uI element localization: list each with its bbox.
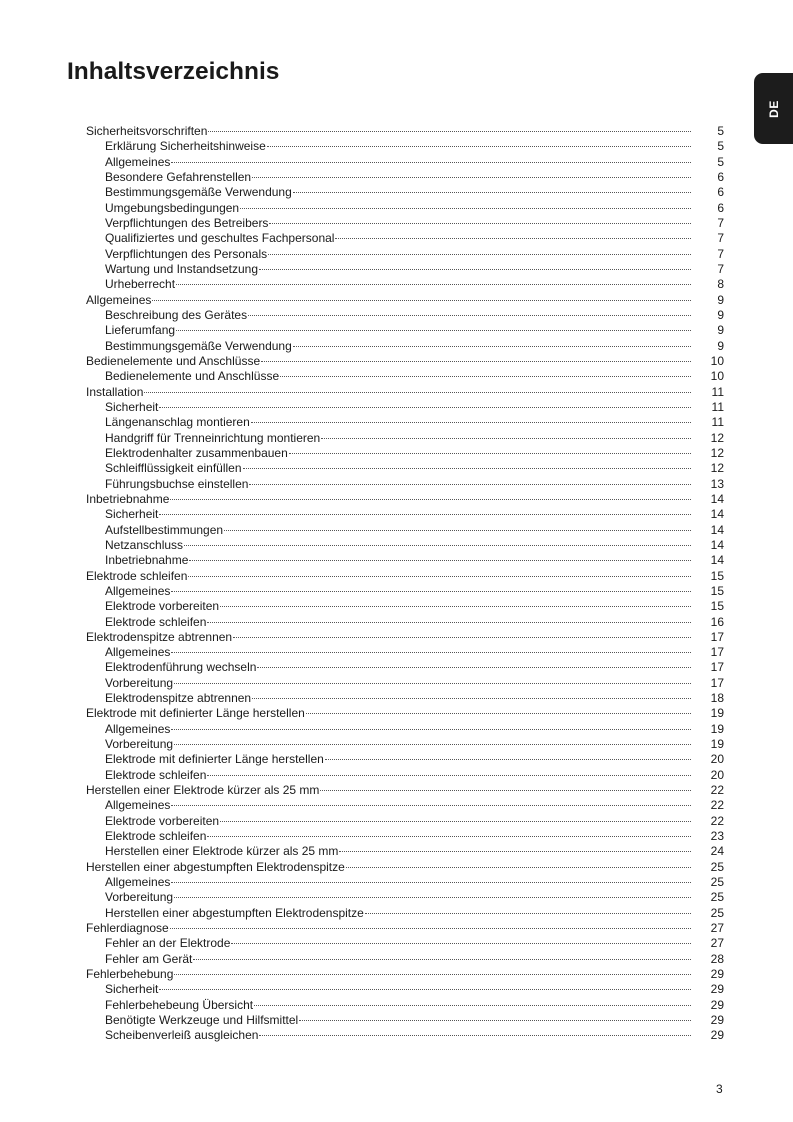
toc-entry-label: Fehler an der Elektrode [105, 936, 231, 951]
toc-leader-dots [224, 530, 691, 531]
toc-entry-page: 9 [717, 307, 724, 322]
toc-entry-page: 7 [717, 231, 724, 246]
toc-entry-label: Bedienelemente und Anschlüsse [86, 353, 261, 368]
toc-entry-page: 6 [717, 185, 724, 200]
toc-section-entry[interactable] [86, 936, 724, 951]
toc-entry-page: 7 [717, 246, 724, 261]
toc-entry-label: Elektrode schleifen [86, 568, 188, 583]
toc-entry-label: Elektrodenführung wechseln [105, 660, 257, 675]
toc-entry-page: 28 [710, 951, 724, 966]
toc-entry-page: 19 [710, 706, 724, 721]
toc-entry-page: 23 [710, 829, 724, 844]
toc-entry-label: Führungsbuchse einstellen [105, 476, 249, 491]
toc-section-entry[interactable] [86, 722, 724, 737]
toc-section-entry[interactable] [86, 231, 724, 246]
toc-chapter-entry[interactable] [86, 706, 724, 721]
toc-section-entry[interactable] [86, 998, 724, 1013]
toc-entry-page: 10 [710, 369, 724, 384]
toc-section-entry[interactable] [86, 201, 724, 216]
toc-leader-dots [171, 162, 691, 163]
toc-entry-page: 27 [710, 936, 724, 951]
toc-entry-page: 18 [710, 691, 724, 706]
toc-chapter-entry[interactable] [86, 783, 724, 798]
toc-entry-page: 14 [710, 537, 724, 552]
toc-leader-dots [335, 238, 691, 239]
toc-section-entry[interactable] [86, 538, 724, 553]
toc-leader-dots [248, 315, 691, 316]
toc-leader-dots [171, 652, 691, 653]
toc-entry-page: 5 [717, 124, 724, 138]
toc-section-entry[interactable] [86, 660, 724, 675]
toc-entry-label: Elektrode schleifen [105, 829, 207, 844]
toc-entry-label: Herstellen einer Elektrode kürzer als 25 mm [86, 783, 320, 798]
toc-entry-label: Herstellen einer abgestumpften Elektrodenspitze [105, 905, 364, 920]
toc-section-entry[interactable] [86, 170, 724, 185]
toc-entry-page: 5 [717, 154, 724, 169]
toc-section-entry[interactable] [86, 553, 724, 568]
toc-entry-page: 22 [710, 783, 724, 798]
toc-section-entry[interactable] [86, 952, 724, 967]
toc-section-entry[interactable] [86, 155, 724, 170]
toc-entry-label: Fehler am Gerät [105, 951, 193, 966]
toc-entry-page: 20 [710, 752, 724, 767]
toc-entry-label: Qualifiziertes und geschultes Fachpersonal [105, 231, 335, 246]
toc-leader-dots [171, 729, 691, 730]
toc-section-entry[interactable] [86, 277, 724, 292]
toc-leader-dots [293, 346, 691, 347]
toc-leader-dots [174, 744, 691, 745]
toc-leader-dots [268, 254, 691, 255]
toc-entry-page: 5 [717, 139, 724, 154]
toc-entry-page: 14 [710, 522, 724, 537]
toc-entry-label: Bestimmungsgemäße Verwendung [105, 338, 292, 353]
toc-entry-page: 19 [710, 737, 724, 752]
toc-entry-page: 25 [710, 905, 724, 920]
toc-leader-dots [325, 759, 691, 760]
toc-chapter-entry[interactable] [86, 385, 724, 400]
toc-entry-page: 29 [710, 967, 724, 982]
toc-entry-page: 29 [710, 1028, 724, 1043]
toc-leader-dots [267, 146, 691, 147]
toc-entry-page: 14 [710, 491, 724, 506]
toc-leader-dots [176, 330, 691, 331]
toc-section-entry[interactable] [86, 737, 724, 752]
toc-leader-dots [159, 514, 691, 515]
toc-chapter-entry[interactable] [86, 967, 724, 982]
toc-section-entry[interactable] [86, 752, 724, 767]
toc-leader-dots [207, 622, 691, 623]
toc-leader-dots [152, 300, 691, 301]
toc-section-entry[interactable] [86, 446, 724, 461]
toc-entry-page: 9 [717, 338, 724, 353]
toc-leader-dots [231, 943, 691, 944]
toc-section-entry[interactable] [86, 890, 724, 905]
toc-section-entry[interactable] [86, 615, 724, 630]
toc-section-entry[interactable] [86, 523, 724, 538]
toc-entry-label: Elektrode schleifen [105, 614, 207, 629]
toc-leader-dots [174, 974, 691, 975]
toc-entry-page: 6 [717, 200, 724, 215]
toc-section-entry[interactable] [86, 323, 724, 338]
toc-entry-label: Fehlerdiagnose [86, 921, 169, 936]
toc-entry-label: Besondere Gefahrenstellen [105, 169, 252, 184]
toc-section-entry[interactable] [86, 875, 724, 890]
toc-leader-dots [320, 790, 691, 791]
toc-entry-page: 22 [710, 798, 724, 813]
toc-entry-label: Elektrode vorbereiten [105, 813, 220, 828]
toc-leader-dots [306, 713, 691, 714]
toc-entry-page: 17 [710, 675, 724, 690]
toc-entry-label: Verpflichtungen des Betreibers [105, 215, 269, 230]
toc-leader-dots [193, 959, 691, 960]
toc-entry-page: 22 [710, 813, 724, 828]
toc-entry-page: 10 [710, 353, 724, 368]
toc-entry-page: 11 [711, 415, 724, 430]
toc-entry-page: 9 [717, 292, 724, 307]
toc-leader-dots [188, 576, 691, 577]
toc-section-entry[interactable] [86, 139, 724, 154]
toc-entry-page: 16 [710, 614, 724, 629]
toc-entry-label: Erklärung Sicherheitshinweise [105, 139, 266, 154]
toc-section-entry[interactable] [86, 906, 724, 921]
toc-entry-label: Fehlerbehebung [86, 967, 174, 982]
toc-section-entry[interactable] [86, 768, 724, 783]
toc-entry-page: 14 [710, 553, 724, 568]
toc-leader-dots [251, 422, 691, 423]
toc-section-entry[interactable] [86, 431, 724, 446]
toc-leader-dots [220, 821, 691, 822]
toc-leader-dots [339, 851, 691, 852]
toc-chapter-entry[interactable] [86, 630, 724, 645]
language-tab [754, 73, 793, 144]
toc-leader-dots [174, 897, 691, 898]
toc-entry-label: Elektrodenspitze abtrennen [86, 629, 233, 644]
toc-section-entry[interactable] [86, 798, 724, 813]
toc-section-entry[interactable] [86, 645, 724, 660]
toc-section-entry[interactable] [86, 308, 724, 323]
toc-section-entry[interactable] [86, 369, 724, 384]
toc-entry-page: 12 [710, 461, 724, 476]
toc-chapter-entry[interactable] [86, 492, 724, 507]
toc-leader-dots [207, 775, 691, 776]
toc-leader-dots [171, 591, 691, 592]
toc-entry-label: Allgemeines [105, 798, 171, 813]
toc-entry-label: Fehlerbehebeung Übersicht [105, 997, 254, 1012]
toc-entry-page: 25 [710, 890, 724, 905]
toc-leader-dots [170, 499, 691, 500]
toc-leader-dots [299, 1020, 691, 1021]
toc-entry-label: Elektrode mit definierter Länge herstellen [86, 706, 305, 721]
toc-entry-label: Wartung und Instandsetzung [105, 261, 258, 276]
toc-leader-dots [144, 392, 691, 393]
toc-section-entry[interactable] [86, 216, 724, 231]
toc-section-entry[interactable] [86, 599, 724, 614]
toc-leader-dots [321, 438, 691, 439]
toc-entry-label: Lieferumfang [105, 323, 176, 338]
toc-entry-label: Verpflichtungen des Personals [105, 246, 268, 261]
toc-leader-dots [259, 269, 691, 270]
toc-section-entry[interactable] [86, 477, 724, 492]
toc-entry-page: 15 [710, 568, 724, 583]
toc-section-entry[interactable] [86, 185, 724, 200]
toc-leader-dots [171, 805, 691, 806]
toc-entry-label: Allgemeines [105, 154, 171, 169]
toc-chapter-entry[interactable] [86, 921, 724, 936]
toc-entry-label: Allgemeines [105, 721, 171, 736]
toc-entry-page: 8 [717, 277, 724, 292]
toc-entry-page: 20 [710, 767, 724, 782]
toc-entry-page: 27 [710, 921, 724, 936]
toc-entry-label: Sicherheit [105, 982, 159, 997]
toc-entry-page: 11 [711, 399, 724, 414]
toc-entry-label: Allgemeines [105, 875, 171, 890]
toc-entry-page: 25 [710, 875, 724, 890]
page-title: Inhaltsverzeichnis [67, 58, 280, 85]
toc-leader-dots [159, 989, 691, 990]
toc-entry-label: Herstellen einer abgestumpften Elektrodenspitze [86, 859, 345, 874]
toc-section-entry[interactable] [86, 400, 724, 415]
toc-entry-label: Schleifflüssigkeit einfüllen [105, 461, 242, 476]
toc-leader-dots [346, 867, 691, 868]
toc-entry-page: 12 [710, 430, 724, 445]
toc-entry-page: 9 [717, 323, 724, 338]
toc-entry-label: Allgemeines [86, 292, 152, 307]
toc-section-entry[interactable] [86, 461, 724, 476]
toc-entry-label: Sicherheitsvorschriften [86, 124, 208, 138]
toc-entry-page: 13 [710, 476, 724, 491]
toc-entry-page: 29 [710, 1013, 724, 1028]
toc-leader-dots [365, 913, 691, 914]
toc-section-entry[interactable] [86, 691, 724, 706]
toc-entry-page: 25 [710, 859, 724, 874]
toc-entry-page: 15 [710, 583, 724, 598]
toc-leader-dots [252, 698, 691, 699]
toc-entry-page: 14 [710, 507, 724, 522]
toc-chapter-entry[interactable] [86, 293, 724, 308]
toc-entry-label: Benötigte Werkzeuge und Hilfsmittel [105, 1013, 299, 1028]
toc-leader-dots [240, 208, 691, 209]
toc-leader-dots [208, 131, 691, 132]
toc-entry-label: Vorbereitung [105, 737, 174, 752]
toc-leader-dots [249, 484, 691, 485]
toc-entry-page: 19 [710, 721, 724, 736]
toc-section-entry[interactable] [86, 676, 724, 691]
toc-entry-page: 15 [710, 599, 724, 614]
toc-section-entry[interactable] [86, 507, 724, 522]
toc-leader-dots [170, 928, 691, 929]
toc-entry-page: 24 [710, 844, 724, 859]
toc-entry-label: Handgriff für Trenneinrichtung montieren [105, 430, 321, 445]
toc-entry-label: Urheberrecht [105, 277, 176, 292]
toc-entry-label: Inbetriebnahme [105, 553, 189, 568]
toc-entry-label: Allgemeines [105, 583, 171, 598]
toc-leader-dots [220, 606, 691, 607]
toc-entry-label: Elektrode vorbereiten [105, 599, 220, 614]
toc-entry-label: Netzanschluss [105, 537, 184, 552]
toc-chapter-entry[interactable] [86, 354, 724, 369]
toc-leader-dots [280, 376, 691, 377]
toc-section-entry[interactable] [86, 1028, 724, 1043]
toc-entry-label: Elektrodenhalter zusammenbauen [105, 445, 288, 460]
toc-entry-label: Längenanschlag montieren [105, 415, 250, 430]
toc-entry-page: 11 [711, 384, 724, 399]
toc-leader-dots [261, 361, 691, 362]
toc-leader-dots [269, 223, 691, 224]
toc-leader-dots [171, 882, 691, 883]
toc-entry-label: Inbetriebnahme [86, 491, 170, 506]
toc-entry-page: 7 [717, 261, 724, 276]
toc-section-entry[interactable] [86, 814, 724, 829]
toc-leader-dots [189, 560, 691, 561]
toc-section-entry[interactable] [86, 262, 724, 277]
table-of-contents [86, 124, 724, 1044]
toc-section-entry[interactable] [86, 982, 724, 997]
toc-leader-dots [254, 1005, 691, 1006]
toc-section-entry[interactable] [86, 415, 724, 430]
toc-leader-dots [233, 637, 691, 638]
toc-entry-label: Umgebungsbedingungen [105, 200, 240, 215]
toc-leader-dots [252, 177, 691, 178]
toc-entry-label: Aufstellbestimmungen [105, 522, 224, 537]
toc-leader-dots [176, 284, 691, 285]
toc-entry-label: Herstellen einer Elektrode kürzer als 25 mm [105, 844, 339, 859]
toc-leader-dots [184, 545, 691, 546]
toc-entry-page: 6 [717, 169, 724, 184]
toc-entry-label: Installation [86, 384, 144, 399]
toc-entry-page: 12 [710, 445, 724, 460]
toc-chapter-entry[interactable] [86, 569, 724, 584]
toc-entry-label: Sicherheit [105, 399, 159, 414]
toc-leader-dots [174, 683, 691, 684]
toc-section-entry[interactable] [86, 339, 724, 354]
toc-entry-label: Elektrodenspitze abtrennen [105, 691, 252, 706]
toc-leader-dots [159, 407, 691, 408]
toc-entry-page: 17 [710, 645, 724, 660]
toc-section-entry[interactable] [86, 1013, 724, 1028]
toc-leader-dots [257, 667, 691, 668]
toc-entry-label: Elektrode schleifen [105, 767, 207, 782]
page-number: 3 [716, 1082, 723, 1096]
toc-entry-page: 29 [710, 982, 724, 997]
toc-entry-label: Vorbereitung [105, 675, 174, 690]
toc-leader-dots [243, 468, 691, 469]
toc-entry-label: Scheibenverleiß ausgleichen [105, 1028, 259, 1043]
toc-entry-label: Allgemeines [105, 645, 171, 660]
toc-entry-page: 17 [710, 629, 724, 644]
toc-entry-label: Sicherheit [105, 507, 159, 522]
toc-leader-dots [289, 453, 691, 454]
toc-leader-dots [293, 192, 691, 193]
toc-entry-label: Elektrode mit definierter Länge herstellen [105, 752, 324, 767]
toc-chapter-entry[interactable] [86, 124, 724, 139]
toc-entry-label: Bestimmungsgemäße Verwendung [105, 185, 292, 200]
toc-section-entry[interactable] [86, 584, 724, 599]
toc-entry-page: 17 [710, 660, 724, 675]
toc-entry-label: Vorbereitung [105, 890, 174, 905]
toc-leader-dots [207, 836, 691, 837]
toc-section-entry[interactable] [86, 247, 724, 262]
toc-chapter-entry[interactable] [86, 860, 724, 875]
toc-entry-label: Beschreibung des Gerätes [105, 307, 248, 322]
language-tab-label: DE [766, 99, 781, 118]
toc-entry-page: 7 [717, 215, 724, 230]
toc-entry-label: Bedienelemente und Anschlüsse [105, 369, 280, 384]
toc-section-entry[interactable] [86, 829, 724, 844]
toc-entry-page: 29 [710, 997, 724, 1012]
toc-leader-dots [259, 1035, 691, 1036]
toc-section-entry[interactable] [86, 844, 724, 859]
